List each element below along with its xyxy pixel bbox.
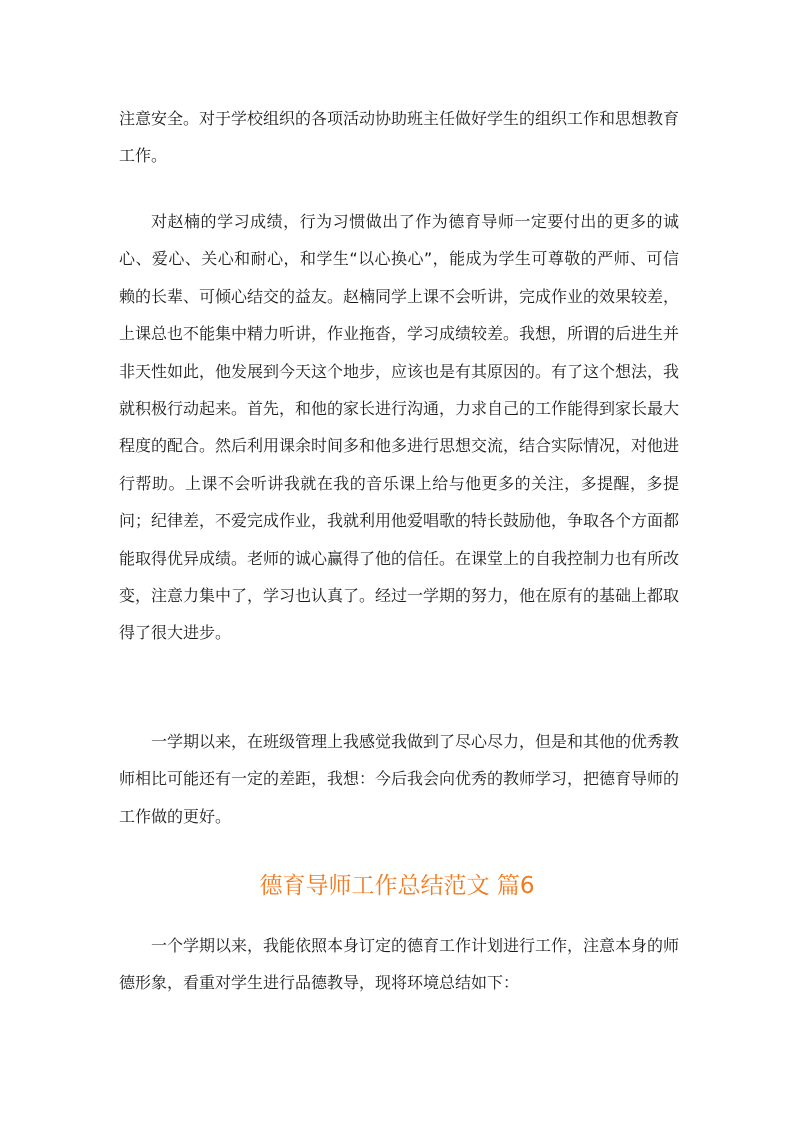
paragraph-continuation: 注意安全。对于学校组织的各项活动协助班主任做好学生的组织工作和思想教育工作。 xyxy=(119,109,680,166)
section-heading: 德育导师工作总结范文 篇6 xyxy=(259,873,535,899)
paragraph-semester-summary: 一学期以来，在班级管理上我感觉我做到了尽心尽力，但是和其他的优秀教师相比可能还有一定的差距，我想：今后我会向优秀的教师学习，把德育导师的工作做的更好。 xyxy=(119,732,680,826)
paragraph-zhao-nan: 对赵楠的学习成绩，行为习惯做出了作为德育导师一定要付出的更多的诚心、爱心、关心和耐心，和学生“以心换心”，能成为学生可尊敬的严师、可信赖的长辈、可倾心结交的益友。赵楠同学上课不会听讲，完成作业的效果较差，上课总也不能集中精力听讲，作业拖沓，学习成绩较差。我想，所谓的后进生并非天性如此，他发展到今天这个地步，应该也是有其原因的。有了这个想法，我就积极行动起来。首先，和他的家长进行沟通，力求自己的工作能得到家长最大程度的配合。然后利用课余时间多和他多进行思想交流，结合实际情况，对他进行帮助。上课不会听讲我就在我的音乐课上给与他更多的关注，多提醒，多提问；纪律差，不爱完成作业，我就利用他爱唱歌的特长鼓励他，争取各个方面都能取得优异成绩。老师的诚心赢得了他的信任。在课堂上的自我控制力也有所改变，注意力集中了，学习也认真了。经过一学期的努力，他在原有的基础上都取得了很大进步。 xyxy=(119,212,680,643)
paragraph-section-intro: 一个学期以来，我能依照本身订定的德育工作计划进行工作，注意本身的师德形象，看重对学生进行品德教导，现将环境总结如下： xyxy=(119,936,680,993)
